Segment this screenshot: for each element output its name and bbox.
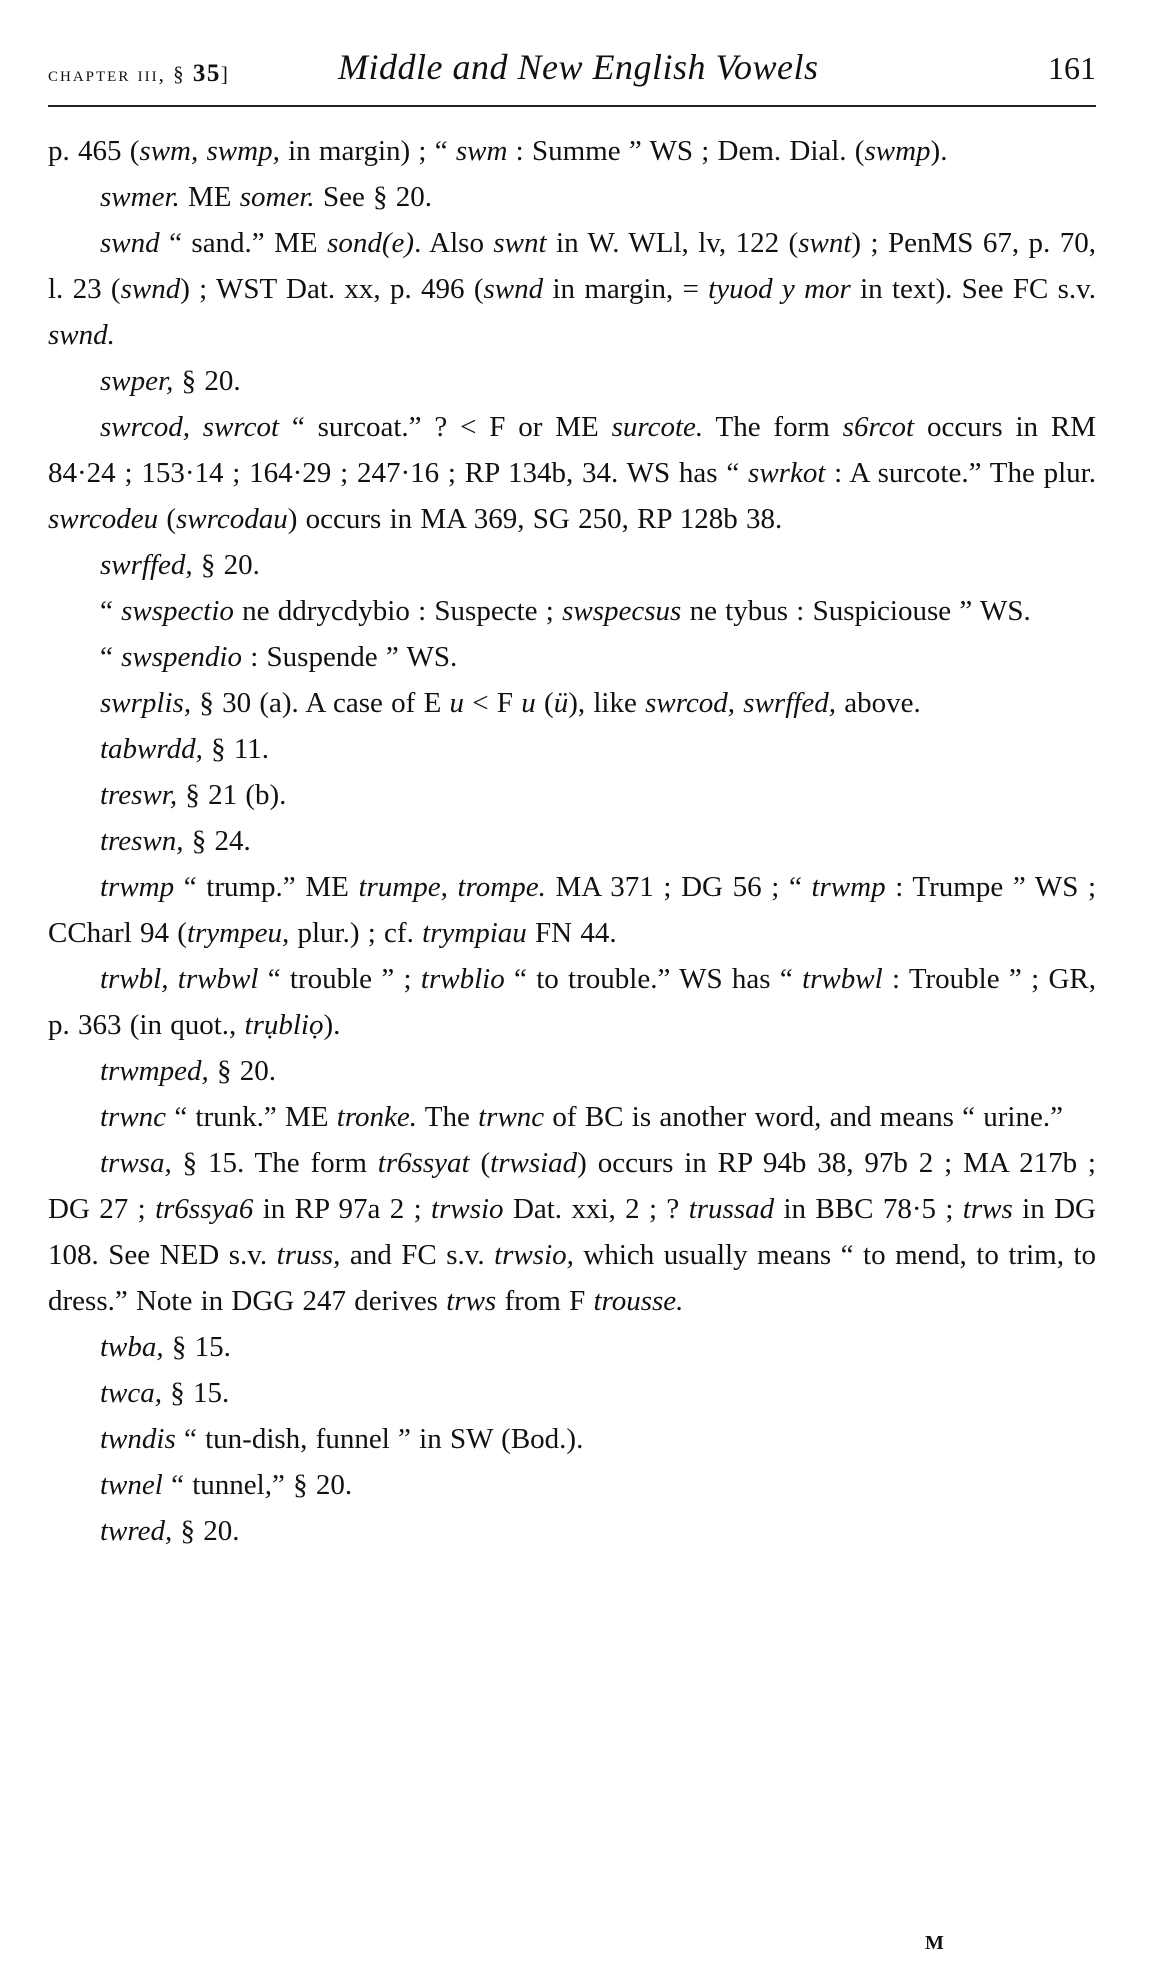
entry-swper: swper, § 20.: [100, 365, 241, 397]
entry-swnd: swnd “ sand.” ME sond(e). Also swnt in W. WLl, lv, 122 (swnt) ; PenMS 67, p. 70, l. 23 (swnd) ; WST Dat. xx, p. 496 (swnd in margin, = tyuod y mor in text). See FC s.v. swnd.: [48, 227, 1097, 351]
entry-swmer: swmer. ME somer. See § 20.: [100, 181, 433, 213]
page-number: 161: [1048, 50, 1096, 86]
header-rule: [48, 105, 1096, 107]
running-header: [48, 46, 1096, 96]
signature-mark: M: [925, 1932, 945, 1954]
chapter-reference: [48, 60, 229, 88]
page-body: [48, 128, 1096, 1554]
entry-trwbl: trwbl, trwbwl “ trouble ” ; trwblio “ to trouble.” WS has “ trwbwl : Trouble ” ; GR, p. 363 (in quot., trụbliọ).: [48, 963, 1096, 1041]
entry-twnel: twnel “ tunnel,” § 20.: [100, 1469, 353, 1501]
entry-swrcod: swrcod, swrcot “ surcoat.” ? < F or ME surcote. The form s6rcot occurs in RM 84·24 ; 153·14 ; 164·29 ; 247·16 ; RP 134b, 34. WS has “ swrkot : A surcote.” The plur. swrcodeu (swrcodau) occurs in MA 369, SG 250, RP 128b 38.: [48, 411, 1097, 535]
entry-twred: twred, § 20.: [100, 1515, 240, 1547]
entry-twba: twba, § 15.: [100, 1331, 231, 1363]
entry-trwmped: trwmped, § 20.: [100, 1055, 276, 1087]
continuation-paragraph: p. 465 (swm, swmp, in margin) ; “ swm : Summe ” WS ; Dem. Dial. (swmp).: [48, 135, 948, 167]
entry-trwmp: trwmp “ trump.” ME trumpe, trompe. MA 371 ; DG 56 ; “ trwmp : Trumpe ” WS ; CCharl 94 (trympeu, plur.) ; cf. trympiau FN 44.: [48, 871, 1097, 949]
entry-treswr: treswr, § 21 (b).: [100, 779, 287, 811]
chapter-prefix: chapter iii, §: [48, 62, 193, 86]
entry-twca: twca, § 15.: [100, 1377, 230, 1409]
chapter-suffix: ]: [220, 62, 230, 86]
entry-twndis: twndis “ tun-dish, funnel ” in SW (Bod.).: [100, 1423, 584, 1455]
entry-swrffed: swrffed, § 20.: [100, 549, 260, 581]
chapter-number: 35: [192, 60, 221, 87]
entry-swrplis: swrplis, § 30 (a). A case of E u < F u (ü), like swrcod, swrffed, above.: [100, 687, 921, 719]
entry-tabwrdd: tabwrdd, § 11.: [100, 733, 270, 765]
entry-trwsa: trwsa, § 15. The form tr6ssyat (trwsiad) occurs in RP 94b 38, 97b 2 ; MA 217b ; DG 27 ; tr6ssya6 in RP 97a 2 ; trwsio Dat. xxi, 2 ; ? trussad in BBC 78·5 ; trws in DG 108. See NED s.v. truss, and FC s.v. trwsio, which usually means “ to mend, to trim, to dress.” Note in DGG 247 derives trws from F trousse.: [48, 1147, 1097, 1317]
running-title: Middle and New English Vowels: [338, 47, 819, 87]
entry-trwnc: trwnc “ trunk.” ME tronke. The trwnc of BC is another word, and means “ urine.”: [100, 1101, 1063, 1133]
entry-swspendio: “ swspendio : Suspende ” WS.: [100, 641, 458, 673]
entry-swspectio: “ swspectio ne ddrycdybio : Suspecte ; swspecsus ne tybus : Suspiciouse ” WS.: [100, 595, 1031, 627]
entry-treswn: treswn, § 24.: [100, 825, 251, 857]
